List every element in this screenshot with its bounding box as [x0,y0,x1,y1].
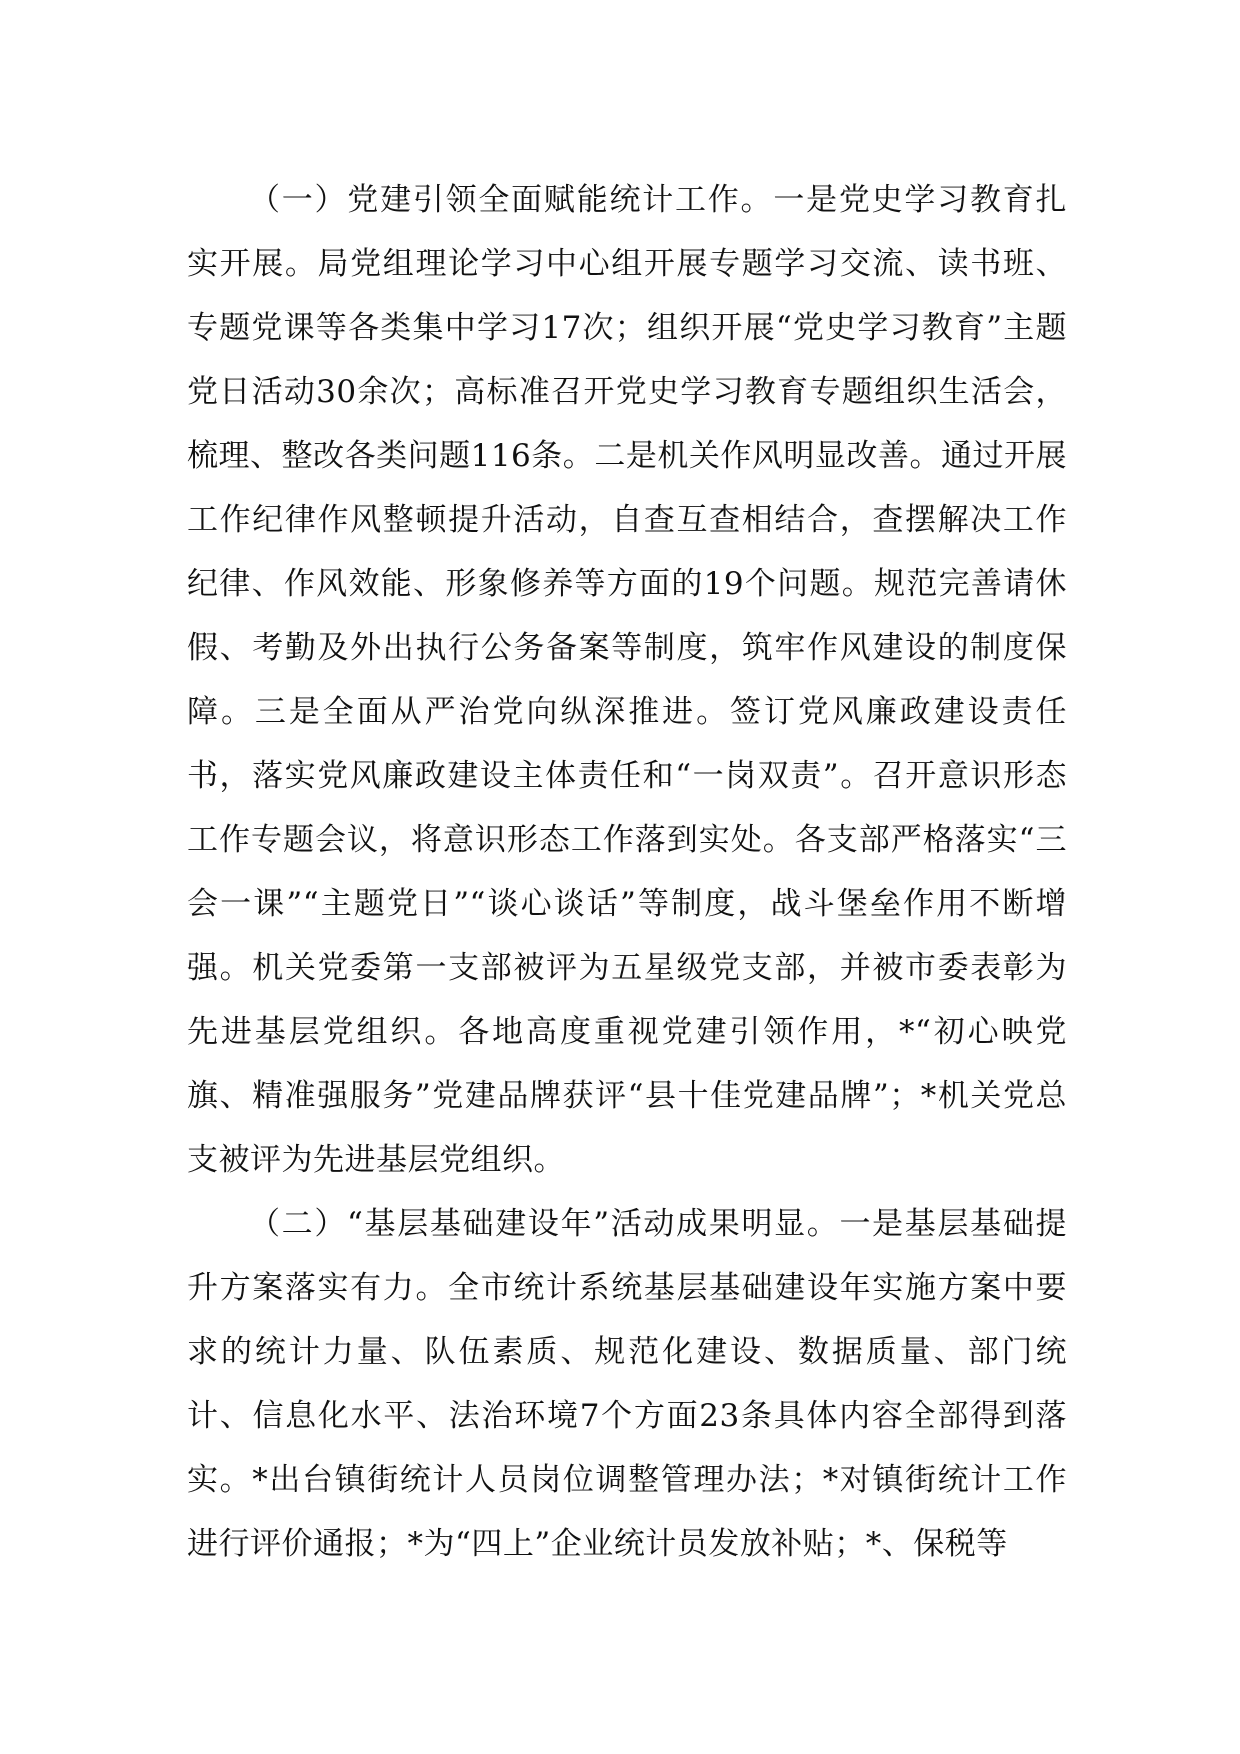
paragraph-party-building: （一）党建引领全面赋能统计工作。一是党史学习教育扎实开展。局党组理论学习中心组开展专题学习交流、读书班、专题党课等各类集中学习17次；组织开展“党史学习教育”主题党日活动30余次；高标准召开党史学习教育专题组织生活会，梳理、整改各类问题116条。二是机关作风明显改善。通过开展工作纪律作风整顿提升活动，自查互查相结合，查摆解决工作纪律、作风效能、形象修养等方面的19个问题。规范完善请休假、考勤及外出执行公务备案等制度，筑牢作风建设的制度保障。三是全面从严治党向纵深推进。签订党风廉政建设责任书，落实党风廉政建设主体责任和“一岗双责”。召开意识形态工作专题会议，将意识形态工作落到实处。各支部严格落实“三会一课”“主题党日”“谈心谈话”等制度，战斗堡垒作用不断增强。机关党委第一支部被评为五星级党支部，并被市委表彰为先进基层党组织。各地高度重视党建引领作用，*“初心映党旗、精准强服务”党建品牌获评“县十佳党建品牌”；*机关党总支被评为先进基层党组织。 [187,182,1067,1178]
paragraph-grassroots-construction: （二）“基层基础建设年”活动成果明显。一是基层基础提升方案落实有力。全市统计系统基层基础建设年实施方案中要求的统计力量、队伍素质、规范化建设、数据质量、部门统计、信息化水平、法治环境7个方面23条具体内容全部得到落实。*出台镇街统计人员岗位调整管理办法；*对镇街统计工作进行评价通报；*为“四上”企业统计员发放补贴；*、保税等 [187,1206,1067,1562]
document-page [187,168,1067,1576]
